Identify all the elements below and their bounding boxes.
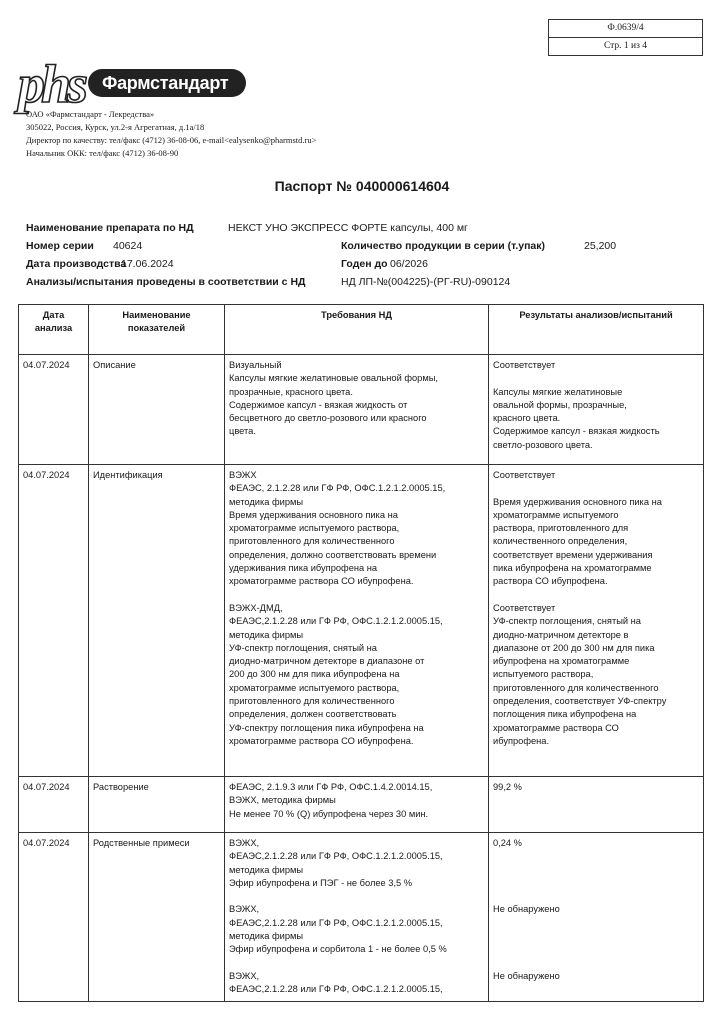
cell-requirements	[225, 777, 489, 833]
requirement-line: ФЕАЭС,2.1.2.28 или ГФ РФ, ОФС.1.2.1.2.0005.15,	[229, 917, 443, 928]
line-gap	[493, 877, 699, 890]
requirement-line: цвета.	[229, 426, 256, 437]
cell-indicator	[89, 465, 225, 777]
page-title: Паспорт № 040000614604	[274, 178, 450, 194]
requirement-line: методика фирмы	[229, 629, 304, 640]
series-label: Номер серии	[26, 240, 94, 252]
col-header-results-text: Результаты анализов/испытаний	[519, 310, 673, 320]
drug-label: Наименование препарата по НД	[26, 222, 194, 234]
line-gap	[493, 917, 699, 930]
indicator-name: Родственные примеси	[93, 838, 190, 848]
requirement-line: хроматограмме испытуемого раствора,	[229, 682, 400, 693]
expiry-value: 06/2026	[390, 258, 428, 270]
indicator-name: Растворение	[93, 782, 149, 792]
requirement-line: ФЕАЭС,2.1.2.28 или ГФ РФ, ОФС.1.2.1.2.0005.15,	[229, 616, 443, 627]
result-line: Соответствует	[493, 360, 556, 370]
requirement-line: определения, должен соответствовать	[229, 709, 397, 720]
requirement-line: Капсулы мягкие желатиновые овальной формы,	[229, 373, 439, 384]
cell-requirements	[225, 833, 489, 1002]
table-row	[19, 777, 704, 833]
qc-head-contact: Начальник ОКК: тел/факс (4712) 36-08-90	[26, 148, 179, 158]
col-header-requirements	[225, 305, 489, 355]
col-header-requirements-text: Требования НД	[321, 310, 392, 320]
requirement-line: УФ-спектр поглощения, снятый на	[229, 642, 377, 653]
requirement-line: хроматограмме раствора СО ибупрофена.	[229, 576, 414, 587]
result-line: определения, соответствует УФ-спектру	[493, 696, 667, 707]
cell-results	[489, 355, 704, 465]
cell-date	[19, 465, 89, 777]
result-line: соответствует времени удерживания	[493, 549, 653, 560]
col-header-results	[489, 305, 704, 355]
requirement-line: Содержимое капсул - вязкая жидкость от	[229, 399, 408, 410]
result-line: 0,24 %	[493, 838, 522, 848]
line-gap	[493, 930, 699, 943]
table-row	[19, 833, 704, 1002]
cell-requirements	[225, 465, 489, 777]
col-header-date	[19, 305, 89, 355]
result-line: количественного определения,	[493, 536, 628, 547]
page-number: Стр. 1 из 4	[603, 41, 648, 51]
line-gap	[229, 957, 484, 970]
result-line: светло-розового цвета.	[493, 439, 593, 450]
line-gap	[493, 850, 699, 863]
requirement-line: 200 до 300 нм для пика ибупрофена на	[229, 669, 400, 680]
result-line: Не обнаружено	[493, 970, 560, 981]
result-line: диодно-матричном детекторе в	[493, 629, 629, 640]
series-value: 40624	[113, 240, 143, 252]
analysis-date: 04.07.2024	[23, 360, 70, 370]
form-code: Ф.0639/4	[549, 20, 702, 38]
line-gap	[229, 890, 484, 903]
quality-director-contact: Директор по качеству: тел/факс (4712) 36-08-06, e-mail<ealysenko@pharmstd.ru>	[26, 135, 317, 145]
col-header-name-text: Наименование показателей	[122, 310, 191, 334]
requirement-line: ФЕАЭС, 2.1.9.3 или ГФ РФ, ОФС.1.4.2.0014.15,	[229, 782, 433, 792]
analysis-date: 04.07.2024	[23, 470, 70, 480]
analysis-date: 04.07.2024	[23, 782, 70, 792]
cell-date	[19, 355, 89, 465]
table-header-row	[19, 305, 704, 355]
requirement-line: хроматограмме испытуемого раствора,	[229, 523, 400, 534]
requirement-line: методика фирмы	[229, 864, 304, 875]
line-gap	[493, 943, 699, 956]
requirement-line: бесцветного до светло-розового или красного	[229, 413, 427, 424]
line-gap	[493, 890, 699, 903]
requirement-line: Визуальный	[229, 360, 282, 370]
col-header-date-text: Дата анализа	[34, 310, 73, 334]
table-row	[19, 355, 704, 465]
cell-indicator	[89, 833, 225, 1002]
result-line: пика ибупрофена на хроматограмме	[493, 563, 652, 574]
result-line: испытуемого раствора,	[493, 669, 594, 680]
cell-indicator	[89, 777, 225, 833]
result-line: овальной формы, прозрачные,	[493, 399, 627, 410]
result-line: Не обнаружено	[493, 904, 560, 915]
requirement-line: диодно-матричном детекторе в диапазоне от	[229, 656, 425, 667]
logo-mark: phs	[18, 54, 85, 114]
results-table	[18, 304, 704, 1002]
quantity-label: Количество продукции в серии (т.упак)	[341, 240, 546, 252]
company-address-block	[26, 108, 316, 160]
result-line: красного цвета.	[493, 413, 561, 424]
result-line: раствора, приготовленного для	[493, 523, 629, 534]
result-line: Время удерживания основного пика на	[493, 496, 662, 507]
analysis-label: Анализы/испытания проведены в соответствии с НД	[26, 276, 306, 288]
requirement-line: ВЭЖХ,	[229, 838, 260, 848]
production-date-label: Дата производства	[26, 258, 127, 270]
line-gap	[493, 372, 699, 385]
result-line: хроматограмме раствора СО	[493, 722, 619, 733]
indicator-name: Описание	[93, 360, 136, 370]
production-date-value: 17.06.2024	[121, 258, 174, 270]
requirement-line: удерживания пика ибупрофена на	[229, 563, 378, 574]
result-line: ибупрофена на хроматограмме	[493, 656, 630, 667]
requirement-line: ВЭЖХ,	[229, 970, 260, 981]
requirement-line: приготовленного для количественного	[229, 696, 395, 707]
requirement-line: ФЕАЭС,2.1.2.28 или ГФ РФ, ОФС.1.2.1.2.0005.15,	[229, 851, 443, 862]
line-gap	[493, 589, 699, 602]
result-line: Капсулы мягкие желатиновые	[493, 386, 623, 397]
form-code-box	[548, 19, 703, 56]
requirement-line: Время удерживания основного пика на	[229, 509, 398, 520]
requirement-line: Не менее 70 % (Q) ибупрофена через 30 мин.	[229, 808, 429, 819]
result-line: Соответствует	[493, 470, 556, 480]
result-line: УФ-спектр поглощения, снятый на	[493, 616, 641, 627]
table-body	[19, 355, 704, 1002]
requirement-line: ВЭЖХ,	[229, 904, 260, 915]
line-gap	[493, 957, 699, 970]
requirement-line: ФЕАЭС,2.1.2.28 или ГФ РФ, ОФС.1.2.1.2.0005.15,	[229, 984, 443, 995]
cell-results	[489, 833, 704, 1002]
requirement-line: методика фирмы	[229, 496, 304, 507]
cell-date	[19, 777, 89, 833]
line-gap	[493, 983, 699, 996]
table-row	[19, 465, 704, 777]
cell-requirements	[225, 355, 489, 465]
expiry-label: Годен до	[341, 258, 388, 270]
company-address: 305022, Россия, Курск, ул.2-я Агрегатная, д.1а/18	[26, 122, 205, 132]
result-line: 99,2 %	[493, 782, 522, 792]
result-line: ибупрофена.	[493, 735, 550, 746]
result-line: раствора СО ибупрофена.	[493, 576, 608, 587]
analysis-value: НД ЛП-№(004225)-(РГ-RU)-090124	[341, 276, 511, 288]
requirement-line: УФ-спектру поглощения пика ибупрофена на	[229, 722, 424, 733]
company-name: ОАО «Фармстандарт - Лекредства»	[26, 109, 155, 119]
cell-results	[489, 465, 704, 777]
requirement-line: ВЭЖХ-ДМД,	[229, 602, 283, 613]
requirement-line: приготовленного для количественного	[229, 536, 395, 547]
requirement-line: определения, должно соответствовать времени	[229, 549, 437, 560]
result-line: хроматограмме испытуемого	[493, 509, 619, 520]
line-gap	[229, 589, 484, 602]
indicator-name: Идентификация	[93, 470, 163, 480]
col-header-name	[89, 305, 225, 355]
requirement-line: ВЭЖХ, методика фирмы	[229, 795, 336, 806]
requirement-line: методика фирмы	[229, 931, 304, 942]
requirement-line: Эфир ибупрофена и сорбитола 1 - не более 0,5 %	[229, 944, 447, 955]
logo-brand: Фармстандарт	[88, 69, 246, 97]
requirement-line: хроматограмме раствора СО ибупрофена.	[229, 735, 414, 746]
cell-results	[489, 777, 704, 833]
requirement-line: ВЭЖХ	[229, 470, 257, 480]
analysis-date: 04.07.2024	[23, 838, 70, 848]
requirement-line: прозрачные, красного цвета.	[229, 386, 353, 397]
line-gap	[493, 482, 699, 495]
drug-value: НЕКСТ УНО ЭКСПРЕСС ФОРТЕ капсулы, 400 мг	[228, 222, 468, 234]
cell-date	[19, 833, 89, 1002]
cell-indicator	[89, 355, 225, 465]
line-gap	[493, 864, 699, 877]
result-line: Содержимое капсул - вязкая жидкость	[493, 426, 660, 437]
requirement-line: Эфир ибупрофена и ПЭГ - не более 3,5 %	[229, 877, 413, 888]
requirement-line: ФЕАЭС, 2.1.2.28 или ГФ РФ, ОФС.1.2.1.2.0005.15,	[229, 483, 446, 494]
result-line: Соответствует	[493, 602, 556, 613]
result-line: приготовленного для количественного	[493, 682, 659, 693]
result-line: поглощения пика ибупрофена на	[493, 709, 637, 720]
quantity-value: 25,200	[584, 240, 617, 252]
result-line: диапазоне от 200 до 300 нм для пика	[493, 642, 655, 653]
